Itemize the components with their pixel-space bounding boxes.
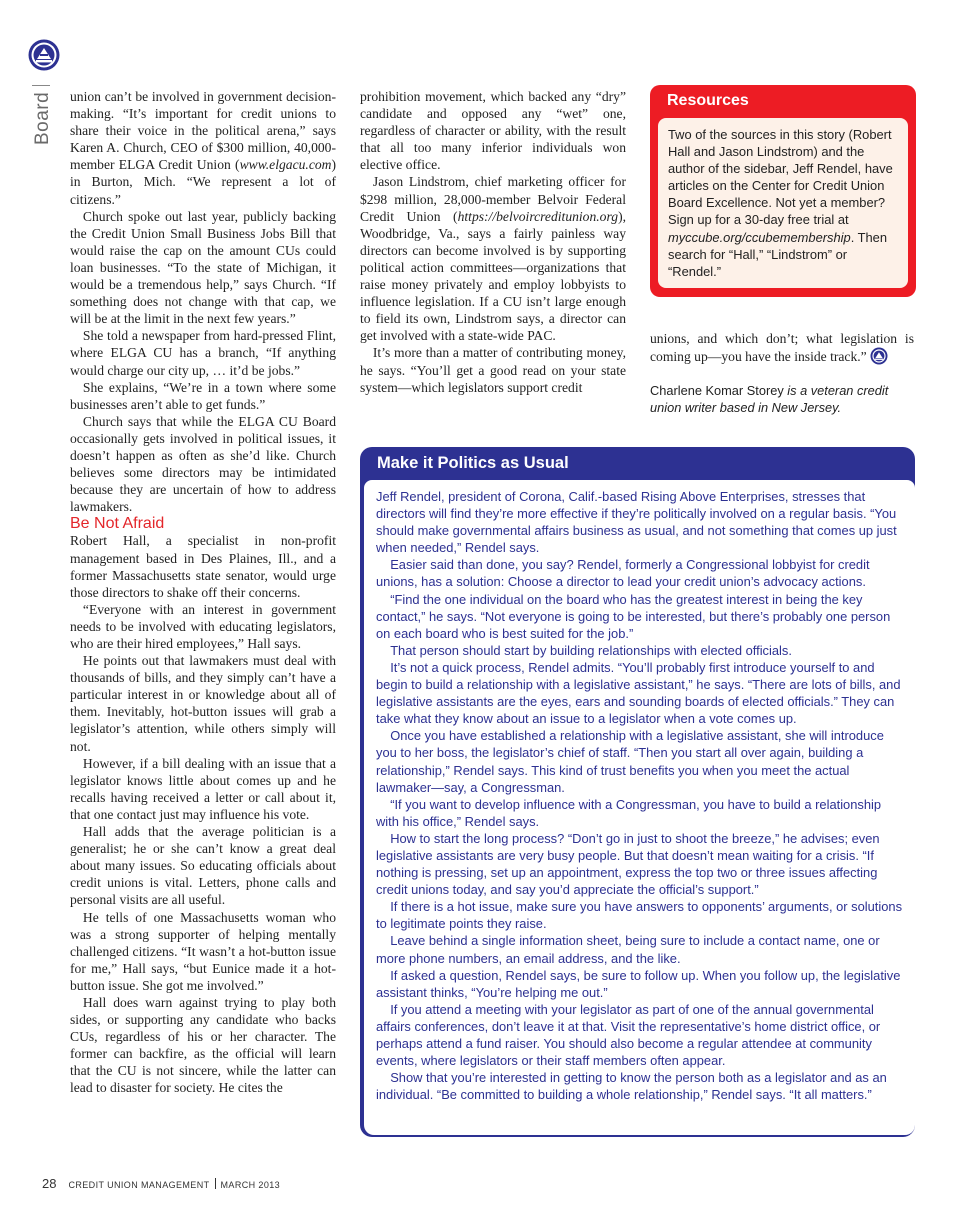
resources-box	[650, 85, 916, 297]
paragraph: She told a newspaper from hard-pressed Flint, where ELGA CU has a branch, “If anything would charge our city up, … it’d be jobs.”	[70, 328, 336, 378]
elga-link[interactable]: www.elgacu.com	[239, 157, 332, 173]
sidebar-paragraph: Easier said than done, you say? Rendel, formerly a Congressional lobbyist for credit unions, has a solution: Choose a director to lead your credit union’s advocacy actions.	[376, 557, 870, 590]
sidebar-paragraph: “Find the one individual on the board who has the greatest interest in being the key contact,” he says. “Not everyone is going to be interested, but there’s probably one person on each board who is best suited for the job.”	[376, 591, 891, 641]
sidebar-paragraph: That person should start by building relationships with elected officials.	[390, 642, 792, 658]
end-mark-icon	[870, 347, 888, 365]
footer-divider	[215, 1178, 216, 1189]
issue-date: MARCH 2013	[220, 1180, 281, 1190]
paragraph: She explains, “We’re in a town where some businesses aren’t able to get funds.”	[70, 379, 336, 412]
paragraph: He tells of one Massachusetts woman who was a strong supporter of helping mentally challenged citizens. “It wasn’t a hot-button issue for me,” Hall says, “but Eunice made it a hot-button issue. She got me involved.”	[70, 909, 336, 993]
resources-body: Two of the sources in this story (Robert Hall and Jason Lindstrom) and the author of the sidebar, Jeff Rendel, have articles on the Center for Credit Union Board Excellence. Not yet a member? Sign up for a 30-day free trial at myccube.org/ccubemembership. Then search for “Hall,” “Lindstrom” or “Rendel.”	[658, 118, 908, 288]
resources-title: Resources	[667, 92, 749, 109]
sidebar-paragraph: Once you have established a relationship with a legislative assistant, she will introduce you to her boss, the legislator’s chief of staff. “Then you start all over again, building a relationship,” Rendel says. This kind of trust benefits you when you meet the actual lawmaker—say, a Congressman.	[376, 728, 884, 795]
section-tag	[32, 85, 54, 145]
sidebar-paragraph: How to start the long process? “Don’t go in just to shoot the breeze,” he advises; even legislative assistants are very busy people. But that doesn’t mean waiting for a crisis. “If nothing is pressing, set up an appointment, express the top two or three issues affecting credit unions today, and say you’d appreciate the official’s support.”	[376, 830, 880, 898]
sidebar-paragraph: Leave behind a single information sheet, being sure to include a contact name, one or more phone numbers, an email address, and the like.	[376, 933, 880, 966]
paragraph: Church says that while the ELGA CU Board occasionally gets involved in political issues, it doesn’t happen as often as she’d like. Church believes some directors may be intimidated because they are uncertain of how to address lawmakers.	[70, 413, 336, 515]
article-column-2	[360, 88, 626, 396]
paragraph: unions, and which don’t; what legislation is coming up—you have the inside track.”	[650, 331, 914, 365]
author-byline: Charlene Komar Storey is a veteran credit union writer based in New Jersey.	[650, 383, 889, 416]
politics-title: Make it Politics as Usual	[377, 454, 569, 472]
sidebar-paragraph: If there is a hot issue, make sure you have answers to opponents’ arguments, or solutions to legitimate points they raise.	[376, 899, 903, 932]
sidebar-paragraph: It’s not a quick process, Rendel admits. “You’ll probably first introduce yourself to and begin to build a relationship with a legislative assistant,” he says. “There are lots of bills, and legislative assistants are the eyes, ears and sounding boards of elected officials.” They can take what they know about an issue to a legislator when a vote comes up.	[376, 659, 901, 727]
page-number: 28	[42, 1176, 57, 1191]
page-footer	[42, 1175, 280, 1193]
paragraph: prohibition movement, which backed any “dry” candidate and opposed any “wet” one, regardless of character or ability, with the result that all too many inferior individuals won elective office.	[360, 89, 626, 173]
paragraph: “Everyone with an interest in government needs to be involved with educating legislators, who are their hired employees,” Hall says.	[70, 601, 336, 651]
sidebar-paragraph: Jeff Rendel, president of Corona, Calif.-based Rising Above Enterprises, stresses that directors will find they’re more effective if they’re politically involved on a regular basis. “You should make governmental affairs business as usual, and not something that comes up just when needed,” Rendel says.	[376, 489, 897, 556]
subhead-be-not-afraid: Be Not Afraid	[70, 515, 165, 533]
politics-body	[364, 480, 915, 1135]
sidebar-paragraph: If asked a question, Rendel says, be sure to follow up. When you follow up, the legislative assistant thinks, “You’re helping me out.”	[376, 967, 901, 1000]
article-column-3	[650, 330, 914, 416]
paragraph: However, if a bill dealing with an issue that a legislator knows little about comes up and he recalls having received a letter or call about it, that one contact just may influence his vote.	[70, 755, 336, 822]
politics-sidebar	[360, 447, 915, 1137]
paragraph: Hall adds that the average politician is a generalist; he or she can’t know a great deal about many issues. So educating officials about credit unions is vital. Letters, phone calls and personal visits are all useful.	[70, 824, 336, 908]
cuna-logo-icon	[27, 38, 61, 72]
publication-name: CREDIT UNION MANAGEMENT	[68, 1180, 210, 1190]
sidebar-paragraph: Show that you’re interested in getting to know the person both as a legislator and as an individual. “Be committed to building a whole relationship,” Rendel says. “It all matters.”	[376, 1070, 887, 1103]
paragraph: Robert Hall, a specialist in non-profit management based in Des Plaines, Ill., and a former Massachusetts state senator, would urge those directors to shake off their concerns.	[70, 533, 336, 600]
sidebar-paragraph: “If you want to develop influence with a Congressman, you have to build a relationship with his office,” Rendel says.	[376, 796, 882, 829]
section-label: Board	[32, 91, 53, 145]
paragraph: Jason Lindstrom, chief marketing officer for $298 million, 28,000-member Belvoir Federal Credit Union (https://belvoircreditunion.org), Woodbridge, Va., says a fairly painless way directors can become involved is by supporting political action committees—organizations that raise money privately and employ lobbyists to influence legislation. If a CU isn’t large enough to field its own, Lindstrom says, a director can get involved with a state-wide PAC.	[360, 174, 626, 344]
paragraph: It’s more than a matter of contributing money, he says. “You’ll get a good read on your state system—which legislators support credit	[360, 345, 626, 395]
belvoir-link[interactable]: https://belvoircreditunion.org	[457, 208, 619, 224]
paragraph: Church spoke out last year, publicly backing the Credit Union Small Business Jobs Bill that would raise the cap on the amount CUs could loan businesses. “To the state of Michigan, it would be a tremendous help,” says Church. “If something does not change with that cap, we will be at the limit in the next few years.”	[70, 208, 336, 327]
paragraph: He points out that lawmakers must deal with thousands of bills, and they simply can’t have a particular interest in or knowledge about all of them. Inevitably, hot-button issues will grab a legislator’s attention, while others simply will not.	[70, 653, 336, 754]
section-divider	[32, 85, 50, 86]
paragraph: union can’t be involved in government decision-making. “It’s important for credit unions to share their voice in the political arena,” says Karen A. Church, CEO of $300 million, 40,000-member ELGA Credit Union (www.elgacu.com) in Burton, Mich. “We represent a lot of citizens.”	[70, 89, 336, 207]
article-column-1	[70, 88, 336, 1097]
ccube-link[interactable]: myccube.org/ccubemembership	[668, 229, 851, 245]
sidebar-paragraph: If you attend a meeting with your legislator as part of one of the annual governmental affairs conferences, don’t leave it at that. Visit the representative’s home district office, or perhaps attend a fund raiser. You should also become a regular attendee at community events, where legislators or their staff members often appear.	[376, 1001, 881, 1069]
paragraph: Hall does warn against trying to play both sides, or supporting any candidate who backs CUs, regardless of his or her character. The former can backfire, as the official will learn that the CU is not sincere, while the latter can lead to disaster for society. He cites the	[70, 994, 336, 1096]
